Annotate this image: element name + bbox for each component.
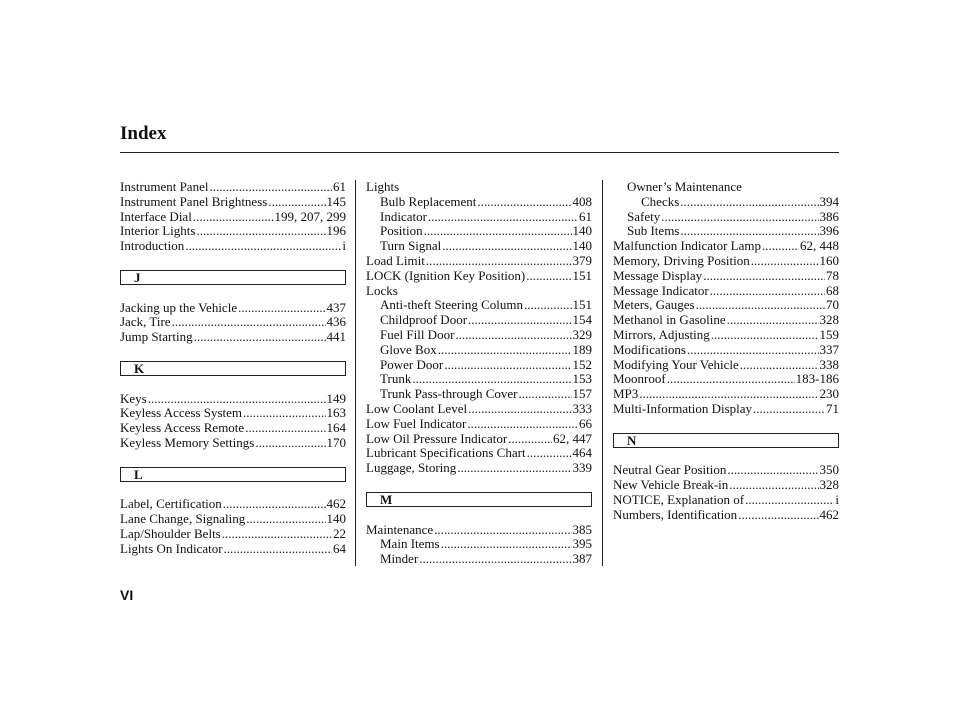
- index-entry: [613, 313, 839, 328]
- index-entry: [120, 406, 346, 421]
- index-entry: [613, 402, 839, 417]
- index-entry: [366, 284, 592, 299]
- page-reference: 152: [572, 356, 592, 372]
- page-reference: 170: [326, 434, 346, 450]
- index-term: Lane Change, Signaling: [120, 511, 246, 527]
- dot-leader: [526, 269, 571, 284]
- dot-leader: [209, 180, 332, 195]
- index-entry: [120, 239, 346, 254]
- index-term: Label, Certification: [120, 496, 222, 512]
- index-entry: [613, 372, 839, 387]
- page-reference: 464: [572, 445, 592, 461]
- section-letter-header: J: [120, 270, 346, 285]
- dot-leader: [727, 313, 819, 328]
- page-reference: 386: [819, 208, 839, 224]
- dot-leader: [245, 421, 325, 436]
- dot-leader: [148, 392, 326, 407]
- section-letter-header: L: [120, 467, 346, 482]
- index-term: Neutral Gear Position: [613, 462, 727, 478]
- page-reference: 61: [579, 208, 592, 224]
- spacer: [120, 377, 346, 392]
- index-term: Maintenance: [366, 521, 434, 537]
- column-divider: [602, 180, 603, 566]
- index-term: Methanol in Gasoline: [613, 312, 726, 328]
- index-term: Indicator: [380, 208, 427, 224]
- index-term: NOTICE, Explanation of: [613, 491, 745, 507]
- dot-leader: [727, 463, 818, 478]
- dot-leader: [193, 210, 274, 225]
- page-reference: 338: [819, 356, 839, 372]
- dot-leader: [172, 315, 326, 330]
- index-entry: [120, 542, 346, 557]
- section-letter-header: M: [366, 492, 592, 507]
- page-reference: 462: [819, 506, 839, 522]
- index-entry: [120, 497, 346, 512]
- index-term: Interface Dial: [120, 208, 192, 224]
- index-entry: [613, 493, 839, 508]
- page-reference: 333: [572, 400, 592, 416]
- page-reference: i: [835, 491, 839, 507]
- index-entry: [366, 195, 592, 210]
- index-entry: [120, 224, 346, 239]
- index-entry: [613, 269, 839, 284]
- index-term: Safety: [627, 208, 661, 224]
- index-term: LOCK (Ignition Key Position): [366, 267, 526, 283]
- index-term: Keyless Memory Settings: [120, 434, 255, 450]
- page-reference: 339: [572, 460, 592, 476]
- spacer: [366, 508, 592, 523]
- index-term: Sub Items: [627, 223, 680, 239]
- page-reference: 183-186: [795, 371, 839, 387]
- page-reference: 154: [572, 312, 592, 328]
- dot-leader: [467, 417, 578, 432]
- dot-leader: [424, 224, 572, 239]
- dot-leader: [703, 269, 825, 284]
- dot-leader: [419, 552, 571, 567]
- dot-leader: [223, 497, 326, 512]
- page-reference: 408: [572, 193, 592, 209]
- index-entry: [613, 508, 839, 523]
- index-term: Message Display: [613, 267, 703, 283]
- index-term: Power Door: [380, 356, 444, 372]
- index-entry: [366, 313, 592, 328]
- title-rule: [120, 152, 839, 153]
- index-term: Locks: [366, 282, 398, 298]
- index-term: MP3: [613, 386, 639, 402]
- index-entry: [613, 195, 839, 210]
- index-term: Glove Box: [380, 341, 437, 357]
- index-entry: [613, 478, 839, 493]
- page-reference: 140: [572, 223, 592, 239]
- dot-leader: [457, 461, 571, 476]
- index-term: Load Limit: [366, 252, 425, 268]
- page-reference: 385: [572, 521, 592, 537]
- index-term: Owner’s Maintenance: [627, 179, 742, 194]
- dot-leader: [243, 406, 325, 421]
- index-entry: [366, 537, 592, 552]
- index-term: Fuel Fill Door: [380, 326, 455, 342]
- page-reference: i: [342, 238, 346, 254]
- page-reference: 159: [819, 326, 839, 342]
- dot-leader: [196, 224, 325, 239]
- index-entry: [366, 387, 592, 402]
- dot-leader: [518, 387, 571, 402]
- page-reference: 196: [326, 223, 346, 239]
- page-reference: 328: [819, 312, 839, 328]
- page-reference: 395: [572, 536, 592, 552]
- index-term: Childproof Door: [380, 312, 468, 328]
- page-reference: 462: [326, 496, 346, 512]
- index-term: Memory, Driving Position: [613, 252, 750, 268]
- index-entry: [366, 180, 592, 195]
- dot-leader: [524, 298, 572, 313]
- page-reference: 189: [572, 341, 592, 357]
- index-entry: [366, 239, 592, 254]
- page-reference: 337: [819, 341, 839, 357]
- index-term: Lights On Indicator: [120, 540, 223, 556]
- index-term: Minder: [380, 551, 419, 567]
- index-term: Moonroof: [613, 371, 666, 387]
- dot-leader: [753, 402, 825, 417]
- index-entry: [120, 180, 346, 195]
- page-reference: 71: [826, 400, 839, 416]
- page-reference: 145: [326, 193, 346, 209]
- index-term: Low Oil Pressure Indicator: [366, 430, 508, 446]
- index-term: Interior Lights: [120, 223, 196, 239]
- index-term: Anti-theft Steering Column: [380, 297, 523, 313]
- index-entry: [366, 269, 592, 284]
- dot-leader: [468, 313, 571, 328]
- index-term: Mirrors, Adjusting: [613, 326, 710, 342]
- index-term: Keyless Access System: [120, 405, 243, 421]
- page-reference: 441: [326, 329, 346, 345]
- index-term: Trunk Pass-through Cover: [380, 386, 518, 402]
- index-entry: [613, 180, 839, 195]
- index-entry: [366, 358, 592, 373]
- index-entry: [366, 372, 592, 387]
- dot-leader: [680, 224, 818, 239]
- dot-leader: [255, 436, 325, 451]
- index-entry: [120, 210, 346, 225]
- page-reference: 329: [572, 326, 592, 342]
- page-reference: 199, 207, 299: [274, 208, 346, 224]
- index-entry: [120, 301, 346, 316]
- index-term: Message Indicator: [613, 282, 709, 298]
- page-reference: 66: [579, 415, 592, 431]
- index-entry: [120, 436, 346, 451]
- spacer: [120, 451, 346, 466]
- index-term: Position: [380, 223, 423, 239]
- dot-leader: [222, 527, 332, 542]
- page-reference: 163: [326, 405, 346, 421]
- dot-leader: [238, 301, 325, 316]
- index-column-1: [120, 180, 346, 557]
- index-term: Lap/Shoulder Belts: [120, 525, 221, 541]
- index-term: Lubricant Specifications Chart: [366, 445, 526, 461]
- index-term: New Vehicle Break-in: [613, 477, 729, 493]
- index-entry: [366, 523, 592, 538]
- dot-leader: [527, 446, 572, 461]
- page-reference: 61: [333, 179, 346, 194]
- dot-leader: [696, 298, 825, 313]
- index-entry: [613, 239, 839, 254]
- spacer: [613, 417, 839, 432]
- index-term: Instrument Panel: [120, 179, 209, 194]
- page-reference: 140: [572, 238, 592, 254]
- spacer: [120, 286, 346, 301]
- page-reference: 140: [326, 511, 346, 527]
- section-letter-header: K: [120, 361, 346, 376]
- dot-leader: [680, 195, 818, 210]
- index-entry: [613, 387, 839, 402]
- index-term: Checks: [641, 193, 680, 209]
- dot-leader: [224, 542, 332, 557]
- spacer: [366, 476, 592, 491]
- page-reference: 153: [572, 371, 592, 387]
- dot-leader: [434, 523, 571, 538]
- spacer: [120, 483, 346, 498]
- index-entry: [366, 402, 592, 417]
- dot-leader: [442, 239, 571, 254]
- dot-leader: [711, 328, 819, 343]
- dot-leader: [426, 254, 572, 269]
- index-term: Jacking up the Vehicle: [120, 299, 238, 315]
- index-entry: [613, 343, 839, 358]
- index-entry: [366, 461, 592, 476]
- dot-leader: [751, 254, 819, 269]
- index-column-3: [613, 180, 839, 523]
- index-entry: [613, 254, 839, 269]
- index-entry: [366, 298, 592, 313]
- dot-leader: [444, 358, 571, 373]
- index-entry: [120, 527, 346, 542]
- page-reference: 151: [572, 297, 592, 313]
- section-letter-header: N: [613, 433, 839, 448]
- dot-leader: [246, 512, 325, 527]
- page-reference: 394: [819, 193, 839, 209]
- index-term: Lights: [366, 179, 400, 194]
- index-term: Introduction: [120, 238, 185, 254]
- page-reference: 62, 448: [800, 238, 839, 254]
- dot-leader: [740, 358, 819, 373]
- dot-leader: [468, 402, 571, 417]
- page-reference: 387: [572, 551, 592, 567]
- page-reference: 328: [819, 477, 839, 493]
- index-term: Instrument Panel Brightness: [120, 193, 268, 209]
- dot-leader: [661, 210, 818, 225]
- index-entry: [120, 330, 346, 345]
- index-term: Keys: [120, 390, 147, 406]
- dot-leader: [710, 284, 825, 299]
- page-reference: 396: [819, 223, 839, 239]
- dot-leader: [729, 478, 818, 493]
- index-term: Malfunction Indicator Lamp: [613, 238, 762, 254]
- index-entry: [366, 328, 592, 343]
- page-reference: 160: [819, 252, 839, 268]
- index-entry: [613, 224, 839, 239]
- spacer: [613, 449, 839, 464]
- index-entry: [613, 210, 839, 225]
- index-term: Meters, Gauges: [613, 297, 695, 313]
- page-reference: 22: [333, 525, 346, 541]
- index-entry: [613, 298, 839, 313]
- page-reference: 151: [572, 267, 592, 283]
- dot-leader: [477, 195, 571, 210]
- index-entry: [366, 343, 592, 358]
- page-reference: 78: [826, 267, 839, 283]
- dot-leader: [762, 239, 799, 254]
- index-entry: [366, 446, 592, 461]
- page-reference: 350: [819, 462, 839, 478]
- index-term: Jump Starting: [120, 329, 193, 345]
- index-term: Trunk: [380, 371, 412, 387]
- page-reference: 230: [819, 386, 839, 402]
- page-reference: 149: [326, 390, 346, 406]
- page-reference: 68: [826, 282, 839, 298]
- dot-leader: [738, 508, 818, 523]
- page-reference: 64: [333, 540, 346, 556]
- index-entry: [366, 254, 592, 269]
- index-term: Keyless Access Remote: [120, 420, 245, 436]
- index-entry: [613, 328, 839, 343]
- index-term: Bulb Replacement: [380, 193, 477, 209]
- dot-leader: [428, 210, 578, 225]
- page-reference: 62, 447: [553, 430, 592, 446]
- index-entry: [366, 432, 592, 447]
- index-entry: [613, 358, 839, 373]
- index-term: Main Items: [380, 536, 440, 552]
- index-term: Numbers, Identification: [613, 506, 738, 522]
- index-term: Modifications: [613, 341, 686, 357]
- index-term: Jack, Tire: [120, 314, 171, 330]
- page-number: VI: [120, 587, 134, 603]
- dot-leader: [508, 432, 552, 447]
- index-entry: [120, 512, 346, 527]
- index-entry: [120, 315, 346, 330]
- dot-leader: [441, 537, 572, 552]
- index-entry: [120, 392, 346, 407]
- dot-leader: [639, 387, 818, 402]
- index-term: Low Coolant Level: [366, 400, 468, 416]
- page-reference: 437: [326, 299, 346, 315]
- dot-leader: [745, 493, 834, 508]
- page-reference: 70: [826, 297, 839, 313]
- index-term: Modifying Your Vehicle: [613, 356, 739, 372]
- dot-leader: [455, 328, 571, 343]
- index-term: Luggage, Storing: [366, 460, 457, 476]
- index-entry: [366, 552, 592, 567]
- index-entry: [120, 195, 346, 210]
- spacer: [120, 254, 346, 269]
- dot-leader: [194, 330, 326, 345]
- index-entry: [366, 224, 592, 239]
- index-term: Turn Signal: [380, 238, 442, 254]
- index-entry: [120, 421, 346, 436]
- column-divider: [355, 180, 356, 566]
- index-entry: [366, 210, 592, 225]
- index-entry: [613, 284, 839, 299]
- index-term: Multi-Information Display: [613, 400, 753, 416]
- spacer: [120, 345, 346, 360]
- dot-leader: [185, 239, 341, 254]
- index-term: Low Fuel Indicator: [366, 415, 467, 431]
- index-entry: [613, 463, 839, 478]
- dot-leader: [438, 343, 572, 358]
- dot-leader: [268, 195, 325, 210]
- dot-leader: [412, 372, 571, 387]
- page-title: Index: [120, 123, 167, 144]
- index-entry: [366, 417, 592, 432]
- page-reference: 379: [572, 252, 592, 268]
- dot-leader: [667, 372, 795, 387]
- page-reference: 164: [326, 420, 346, 436]
- index-column-2: [366, 180, 592, 567]
- dot-leader: [687, 343, 819, 358]
- page-reference: 436: [326, 314, 346, 330]
- page-reference: 157: [572, 386, 592, 402]
